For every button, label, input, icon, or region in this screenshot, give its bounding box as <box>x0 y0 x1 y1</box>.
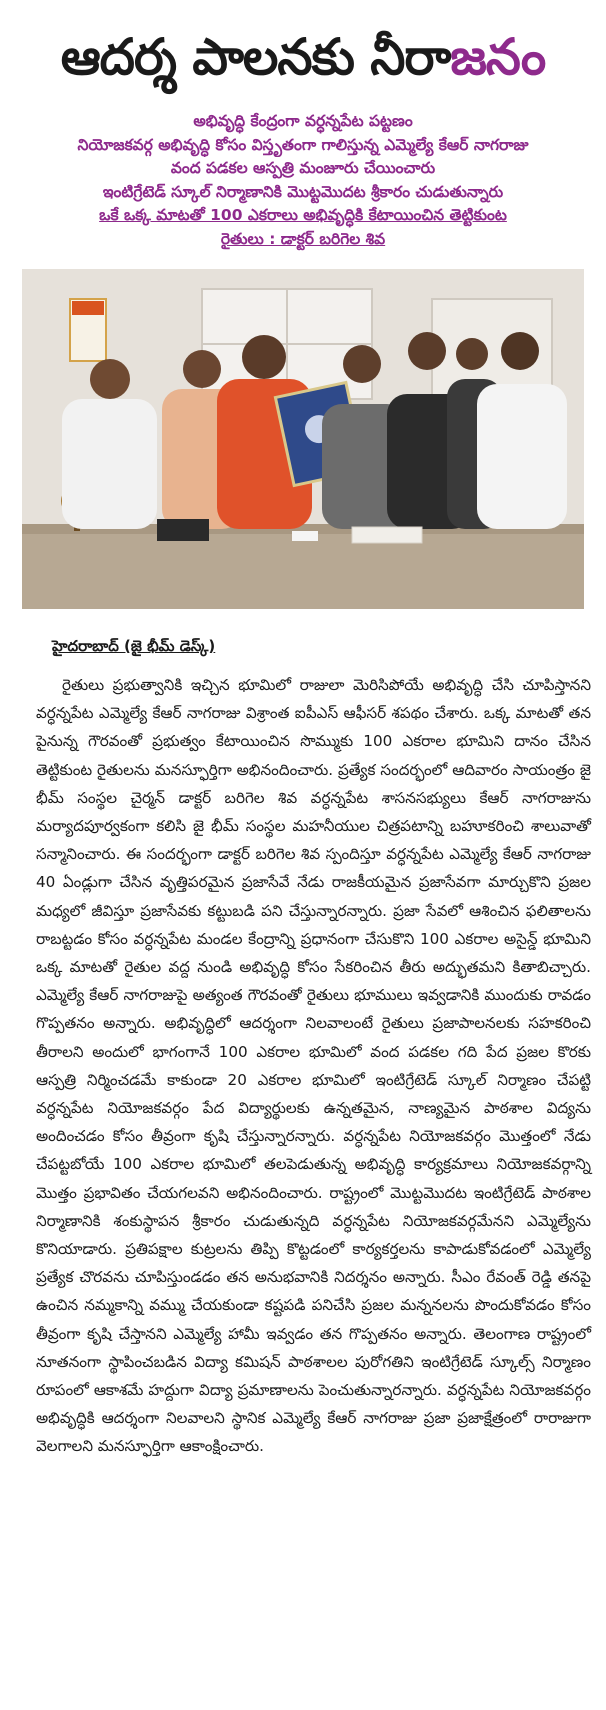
subhead-4: ఇంటిగ్రేటెడ్ స్కూల్ నిర్మాణానికి మొట్టమొదట శ్రీకారం చుడుతున్నారు <box>102 182 504 201</box>
subhead-2: నియోజకవర్గ అభివృద్ధి కోసం విస్తృతంగా గాలిస్తున్న ఎమ్మెల్యే కేఆర్ నాగరాజు <box>77 135 529 154</box>
headline-accent: జనం <box>450 28 546 86</box>
body-paragraph: రైతులు ప్రభుత్వానికి ఇచ్చిన భూమిలో రాజులా మెరిసిపోయే అభివృద్ధి చేసి చూపిస్తానని వర్ధన్నపేట ఎమ్మెల్యే కేఆర్ నాగరాజు విశ్రాంత ఐపీఎస్ ఆఫీసర్ శపథం చేశారు. ఒక్క మాటతో తన పైనున్న గౌరవంతో ప్రభుత్వం కేటాయించిన సొమ్ముకు 100 ఎకరాల భూమిని దానం చేసిన తెట్టికుంట రైతులను మనస్ఫూర్తిగా అభినందించారు. ప్రత్యేక సందర్భంలో ఆదివారం సాయంత్రం జై భీమ్ సంస్థల చైర్మన్ డాక్టర్ బరిగెల శివ వర్ధన్నపేట శాసనసభ్యులు కేఆర్ నాగరాజును మర్యాదపూర్వకంగా కలిసి జై భీమ్ సంస్థల మహనీయుల చిత్రపటాన్ని బహూకరించి శాలువాతో సన్మానించారు. ఈ సందర్భంగా డాక్టర్ బరిగెల శివ స్పందిస్తూ వర్ధన్నపేట ఎమ్మెల్యే కేఆర్ నాగరాజు 40 ఏండ్లుగా చేసిన వృత్తిపరమైన ప్రజాసేవే నేడు రాజకీయమైన ప్రజాసేవగా మార్చుకొని ప్రజల మధ్యలో జీవిస్తూ ప్రజాసేవకు కట్టుబడి పని చేస్తున్నారన్నారు. ప్రజా సేవలో ఆశించిన ఫలితాలను రాబట్టడం కోసం వర్ధన్నపేట మండల కేంద్రాన్ని ప్రధానంగా చేసుకొని 100 ఎకరాల అసైన్డ్ భూమిని ఒక్క మాటతో రైతుల వద్ద నుండి అభివృద్ధి కోసం సేకరించిన తీరు అద్భుతమని కితాబిచ్చారు. ఎమ్మెల్యే కేఆర్ నాగరాజుపై అత్యంత గౌరవంతో రైతులు భూములు ఇవ్వడానికి ముందుకు రావడం గొప్పతనం అన్నారు. అభివృద్ధిలో ఆదర్శంగా నిలవాలంటే రైతులు ప్రజాపాలనలకు సహకరించి తీరాలని అందులో భాగంగానే 100 ఎకరాల భూమిలో వంద పడకల గది పేద ప్రజల కొరకు ఆస్పత్రి నిర్మించడమే కాకుండా 20 ఎకరాల భూమిలో ఇంటిగ్రేటెడ్ స్కూల్ నిర్మాణం చేపట్టి వర్ధన్నపేట నియోజకవర్గం పేద విద్యార్థులకు ఉన్నతమైన, నాణ్యమైన పాఠశాల విద్యను అందించడం కోసం తీవ్రంగా కృషి చేస్తున్నారన్నారు. వర్ధన్నపేట నియోజకవర్గం మొత్తంలో నేడు చేపట్టబోయే 100 ఎకరాల భూమిలో తలపెడుతున్న అభివృద్ధి కార్యక్రమాలు నియోజకవర్గాన్ని మొత్తం ప్రభావితం చేయగలవని అభినందించారు. రాష్ట్రంలో మొట్టమొదట ఇంటిగ్రేటెడ్ పాఠశాల నిర్మాణానికి శంకుస్థాపన శ్రీకారం చుడుతున్నది వర్ధన్నపేట నియోజకవర్గమేనని ఎమ్మెల్యేను కొనియాడారు. ప్రతిపక్షాల కుట్రలను తిప్పి కొట్టడంలో కార్యకర్తలను కాపాడుకోవడంలో ఎమ్మెల్యే ప్రత్యేక చొరవను చూపిస్తుండడం తన అనుభవానికి నిదర్శనం అన్నారు. సీఎం రేవంత్ రెడ్డి తనపై ఉంచిన నమ్మకాన్ని వమ్ము చేయకుండా కష్టపడి పనిచేసి ప్రజల మన్ననలను పొందుకోవడం కోసం తీవ్రంగా కృషి చేస్తానని ఎమ్మెల్యే హామీ ఇవ్వడం తన గొప్పతనం అన్నారు. తెలంగాణ రాష్ట్రంలో నూతనంగా స్థాపించబడిన విద్యా కమిషన్ పాఠశాలల పురోగతిని ఇంటిగ్రేటెడ్ స్కూల్స్ నిర్మాణం రూపంలో ఆకాశమే హద్దుగా విద్యా ప్రమాణాలను పెంచుతున్నారన్నారు. వర్ధన్నపేట నియోజకవర్గం అభివృద్ధికి ఆదర్శంగా నిలవాలని స్థానిక ఎమ్మెల్యే కేఆర్ నాగరాజు ప్రజా ప్రజాక్షేత్రంలో రారాజుగా వెలగాలని మనస్ఫూర్తిగా ఆకాంక్షించారు. <box>36 676 591 1456</box>
article-body <box>36 671 591 1461</box>
photo-illustration <box>22 269 584 609</box>
byline: హైదరాబాద్ (జై భీమ్ డెస్క్) <box>52 637 216 655</box>
subhead-1: అభివృద్ధి కేంద్రంగా వర్ధన్నపేట పట్టణం <box>193 112 413 130</box>
subhead-6: రైతులు : డాక్టర్ బరిగెల శివ <box>220 229 386 248</box>
subheadlines <box>18 110 588 251</box>
article-page <box>0 22 606 1710</box>
subhead-3: వంద పడకల ఆస్పత్రి మంజూరు చేయించారు <box>170 159 436 177</box>
subhead-5: ఒకే ఒక్క మాటతో 100 ఎకరాలు అభివృద్ధికి కేటాయించిన తెట్టికుంట <box>99 206 507 224</box>
headline-main: ఆదర్శ పాలనకు నీరా <box>60 28 451 86</box>
headline <box>18 22 588 92</box>
news-photo <box>22 269 584 609</box>
